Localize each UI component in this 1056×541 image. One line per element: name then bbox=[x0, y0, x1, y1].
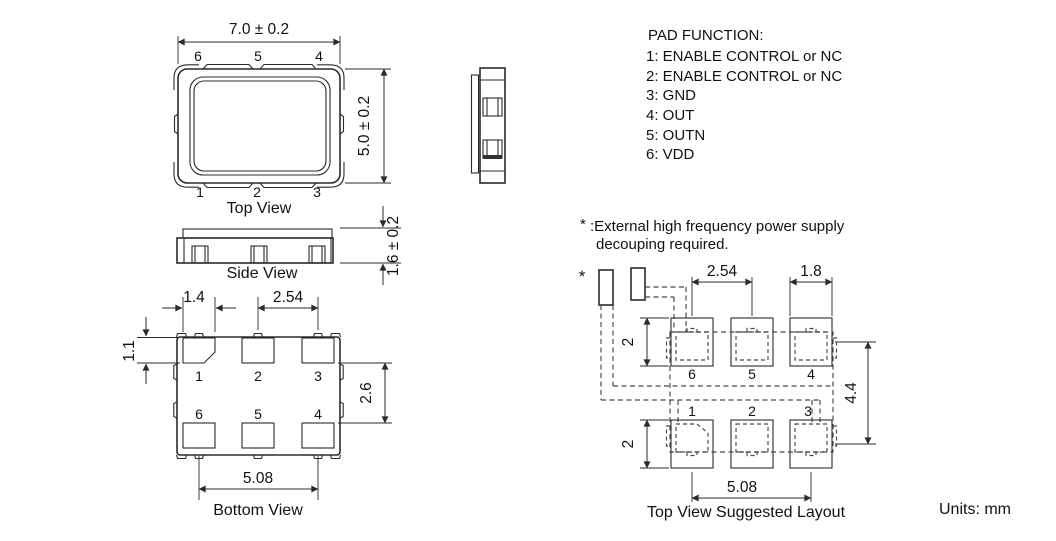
layout-pin1-label: 1 bbox=[688, 403, 696, 419]
top-view-pin1-label: 1 bbox=[196, 184, 204, 200]
top-view-height-dim-text: 5.0 ± 0.2 bbox=[356, 95, 373, 157]
layout-land-pad1 bbox=[671, 420, 713, 468]
layout-capacitor-2 bbox=[631, 268, 645, 300]
side-view-lid bbox=[183, 229, 332, 238]
pad-function-item-5: 5: OUTN bbox=[646, 127, 706, 144]
layout-land-pad3 bbox=[790, 420, 832, 468]
pad-function-item-6: 6: VDD bbox=[646, 146, 695, 163]
layout-pad-height-bottom-text: 2 bbox=[620, 439, 637, 449]
side-view-drawing bbox=[177, 206, 402, 285]
bottom-view-pin2-label: 2 bbox=[254, 368, 262, 384]
side-view-v-body bbox=[480, 68, 505, 183]
layout-pad-width-dimension bbox=[790, 263, 832, 316]
bottom-view-pin4-label: 4 bbox=[314, 406, 322, 422]
note-line1: :External high frequency power supply bbox=[590, 218, 845, 235]
bottom-view-drawing bbox=[121, 289, 392, 519]
layout-package-pad2 bbox=[736, 424, 768, 452]
layout-land-pad6 bbox=[671, 318, 713, 366]
layout-pad-height-top-dimension bbox=[620, 318, 669, 366]
bottom-view-pin6-label: 6 bbox=[195, 406, 203, 422]
layout-span-text: 5.08 bbox=[726, 479, 758, 496]
bottom-view-pin1-label: 1 bbox=[195, 368, 203, 384]
bottom-view-pad-width-text: 1.4 bbox=[183, 289, 205, 306]
note-line2: decouping required. bbox=[596, 236, 729, 253]
top-view-width-dim-text: 7.0 ± 0.2 bbox=[228, 21, 290, 38]
bottom-view-package-body bbox=[174, 334, 343, 459]
layout-package-pad5 bbox=[736, 332, 768, 360]
top-view-pin4-label: 4 bbox=[315, 48, 323, 64]
layout-pad-width-text: 1.8 bbox=[800, 263, 822, 280]
top-view-height-dimension bbox=[345, 69, 391, 183]
layout-land-pad2 bbox=[731, 420, 773, 468]
pad-function-item-1: 1: ENABLE CONTROL or NC bbox=[646, 48, 843, 65]
layout-traces bbox=[601, 287, 833, 424]
layout-package-pad3 bbox=[795, 424, 827, 452]
note-asterisk: * bbox=[580, 216, 586, 233]
side-view-title: Side View bbox=[226, 265, 298, 282]
pad-function-item-4: 4: OUT bbox=[646, 107, 695, 124]
layout-title: Top View Suggested Layout bbox=[646, 504, 846, 521]
layout-land-pad4 bbox=[790, 318, 832, 366]
side-view-body bbox=[177, 238, 333, 263]
bottom-view-span-dimension bbox=[199, 456, 318, 500]
bottom-view-pad-height-dimension bbox=[121, 317, 180, 384]
layout-land-pads bbox=[671, 318, 832, 468]
layout-pitch-dimension bbox=[692, 263, 752, 316]
layout-row-span-dimension bbox=[835, 342, 876, 444]
layout-package-pad4 bbox=[795, 332, 827, 360]
layout-row-span-text: 4.4 bbox=[843, 382, 860, 404]
bottom-view-pitch-text: 2.54 bbox=[272, 289, 304, 306]
bottom-view-title: Bottom View bbox=[213, 502, 303, 519]
top-view-title: Top View bbox=[226, 200, 292, 217]
layout-pad-height-bottom-dimension bbox=[620, 420, 669, 468]
layout-package-pad6 bbox=[676, 332, 708, 360]
units-label: Units: mm bbox=[939, 501, 1011, 518]
pad-function-item-2: 2: ENABLE CONTROL or NC bbox=[646, 68, 843, 85]
pad-function-list bbox=[646, 27, 842, 163]
top-view-drawing bbox=[174, 21, 391, 217]
layout-pin2-label: 2 bbox=[748, 403, 756, 419]
layout-pad-height-top-text: 2 bbox=[620, 337, 637, 347]
layout-package-pad1 bbox=[676, 424, 708, 452]
layout-capacitor-1 bbox=[599, 270, 613, 305]
bottom-view-pad-width-dimension bbox=[162, 289, 236, 332]
bottom-view-row-gap-text: 2.6 bbox=[358, 382, 375, 404]
bottom-view-span-text: 5.08 bbox=[242, 470, 274, 487]
pad-function-title: PAD FUNCTION: bbox=[648, 27, 764, 44]
top-view-package-body bbox=[174, 65, 344, 188]
side-view-vertical-drawing bbox=[472, 68, 506, 183]
side-view-v-lid-edge bbox=[472, 75, 479, 173]
layout-span-dimension bbox=[692, 472, 811, 502]
layout-pitch-text: 2.54 bbox=[706, 263, 738, 280]
layout-asterisk: * bbox=[578, 267, 586, 286]
bottom-view-pin3-label: 3 bbox=[314, 368, 322, 384]
top-view-pin6-label: 6 bbox=[194, 48, 202, 64]
layout-pin5-label: 5 bbox=[748, 366, 756, 382]
decoupling-note bbox=[580, 216, 845, 253]
side-view-thickness-dim-text: 1.6 ± 0.2 bbox=[385, 215, 402, 277]
bottom-view-row-gap-dimension bbox=[338, 363, 392, 423]
layout-land-pad5 bbox=[731, 318, 773, 366]
layout-package-outline bbox=[667, 329, 837, 456]
top-view-pin5-label: 5 bbox=[254, 48, 262, 64]
layout-pin3-label: 3 bbox=[804, 403, 812, 419]
top-view-pin3-label: 3 bbox=[313, 184, 321, 200]
bottom-view-pitch-dimension bbox=[258, 289, 318, 330]
suggested-layout-drawing bbox=[579, 263, 876, 521]
bottom-view-pad-height-text: 1.1 bbox=[121, 340, 138, 362]
side-view-thickness-dimension bbox=[340, 206, 402, 285]
top-view-pin2-label: 2 bbox=[253, 184, 261, 200]
layout-pin6-label: 6 bbox=[688, 366, 696, 382]
layout-pin4-label: 4 bbox=[807, 366, 815, 382]
bottom-view-pin5-label: 5 bbox=[254, 406, 262, 422]
pad-function-item-3: 3: GND bbox=[646, 87, 697, 104]
